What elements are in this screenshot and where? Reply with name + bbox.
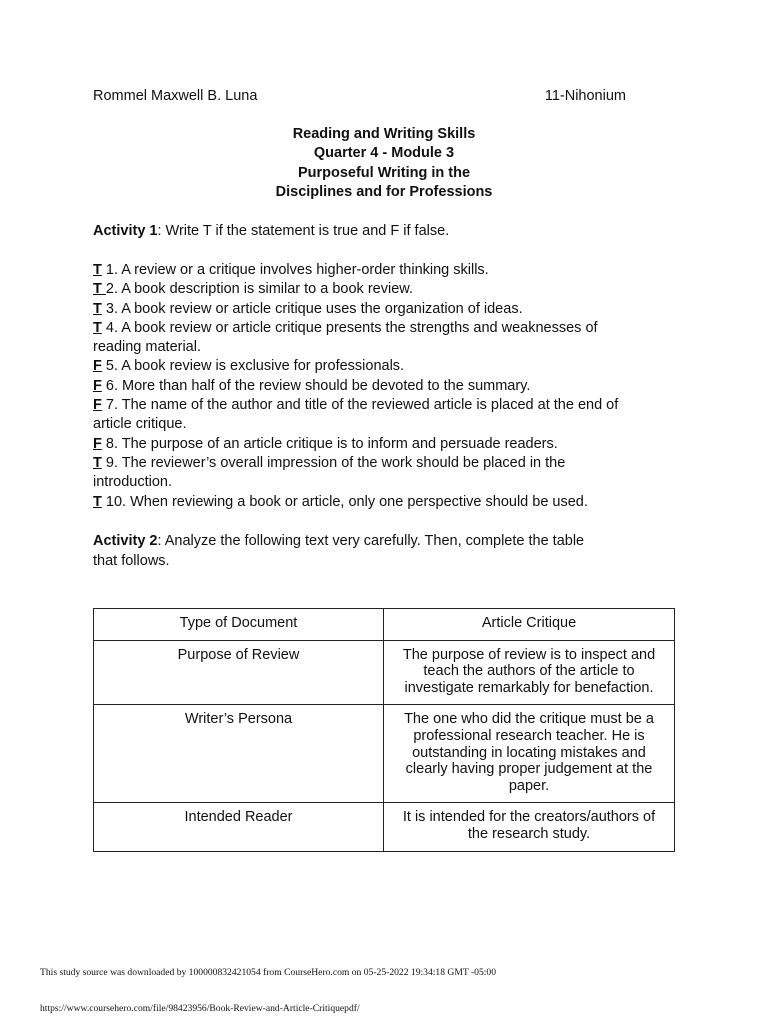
answer-mark: T — [93, 493, 102, 510]
list-item — [93, 280, 633, 299]
activity1-items — [93, 261, 633, 512]
table-row — [94, 609, 675, 641]
item-text: 7. The name of the author and title of the reviewed article is placed at the end of article critique. — [93, 397, 619, 433]
table-row — [94, 640, 675, 705]
item-text: 9. The reviewer’s overall impression of the work should be placed in the introduction. — [93, 454, 566, 491]
answer-mark: F — [93, 377, 102, 394]
table-cell-label: Type of Document — [94, 609, 384, 641]
list-item — [93, 493, 633, 512]
item-text: 3. A book review or article critique uses the organization of ideas. — [101, 300, 523, 317]
document-header — [93, 87, 626, 106]
answer-mark: F — [93, 435, 102, 452]
item-text: 5. A book review is exclusive for professionals. — [101, 358, 405, 375]
document-title — [0, 125, 768, 203]
table-cell-label: Intended Reader — [94, 803, 384, 851]
title-line-2: Quarter 4 - Module 3 — [313, 145, 455, 162]
title-line-4: Disciplines and for Professions — [275, 184, 493, 201]
list-item — [93, 396, 633, 435]
answer-mark: T — [93, 454, 102, 471]
answer-mark: T — [93, 281, 106, 298]
answer-mark: F — [93, 358, 102, 375]
activity1-label: Activity 1 — [93, 223, 158, 239]
item-text: 4. A book review or article critique presents the strengths and weaknesses of reading material. — [93, 319, 598, 356]
answer-mark: T — [93, 262, 102, 278]
item-text: 8. The purpose of an article critique is to inform and persuade readers. — [101, 435, 558, 452]
item-text: 6. More than half of the review should be devoted to the summary. — [101, 377, 531, 394]
activity1-instruction: : Write T if the statement is true and F if false. — [157, 223, 450, 239]
download-notice: This study source was downloaded by 100000832421054 from CourseHero.com on 05-25-2022 19:34:18 GMT -05:00 — [40, 967, 497, 978]
list-item — [93, 377, 633, 396]
table-cell-label: Purpose of Review — [94, 640, 384, 705]
answer-mark: T — [93, 300, 102, 317]
analysis-table — [93, 608, 675, 852]
table-cell-value: The purpose of review is to inspect and teach the authors of the article to investigate remarkably for benefaction. — [384, 640, 675, 705]
table-cell-label: Writer’s Persona — [94, 705, 384, 803]
item-text: 10. When reviewing a book or article, only one perspective should be used. — [101, 493, 588, 510]
student-name: Rommel Maxwell B. Luna — [93, 88, 258, 104]
activity2-instruction: : Analyze the following text very carefully. Then, complete the table that follows. — [93, 533, 585, 569]
table-cell-value: It is intended for the creators/authors of the research study. — [384, 803, 675, 851]
answer-mark: T — [93, 319, 102, 336]
source-url: https://www.coursehero.com/file/98423956/Book-Review-and-Article-Critiquepdf/ — [40, 1003, 360, 1014]
list-item — [93, 261, 633, 280]
answer-mark: F — [93, 397, 102, 414]
table-row — [94, 705, 675, 803]
activity2-heading — [93, 531, 593, 571]
table-row — [94, 803, 675, 851]
title-line-1: Reading and Writing Skills — [292, 126, 476, 142]
list-item — [93, 454, 633, 493]
activity1-heading — [93, 222, 449, 241]
list-item — [93, 319, 633, 358]
list-item — [93, 357, 633, 376]
item-text: 2. A book description is similar to a book review. — [105, 281, 413, 298]
table-cell-value: The one who did the critique must be a professional research teacher. He is outstanding in locating mistakes and clearly having proper judgement at the paper. — [384, 705, 675, 803]
list-item — [93, 435, 633, 454]
list-item — [93, 300, 633, 319]
section-name: 11-Nihonium — [544, 88, 626, 104]
item-text: 1. A review or a critique involves higher-order thinking skills. — [101, 262, 489, 278]
title-line-3: Purposeful Writing in the — [297, 164, 471, 181]
table-cell-value: Article Critique — [384, 609, 675, 641]
activity2-label: Activity 2 — [93, 533, 158, 549]
